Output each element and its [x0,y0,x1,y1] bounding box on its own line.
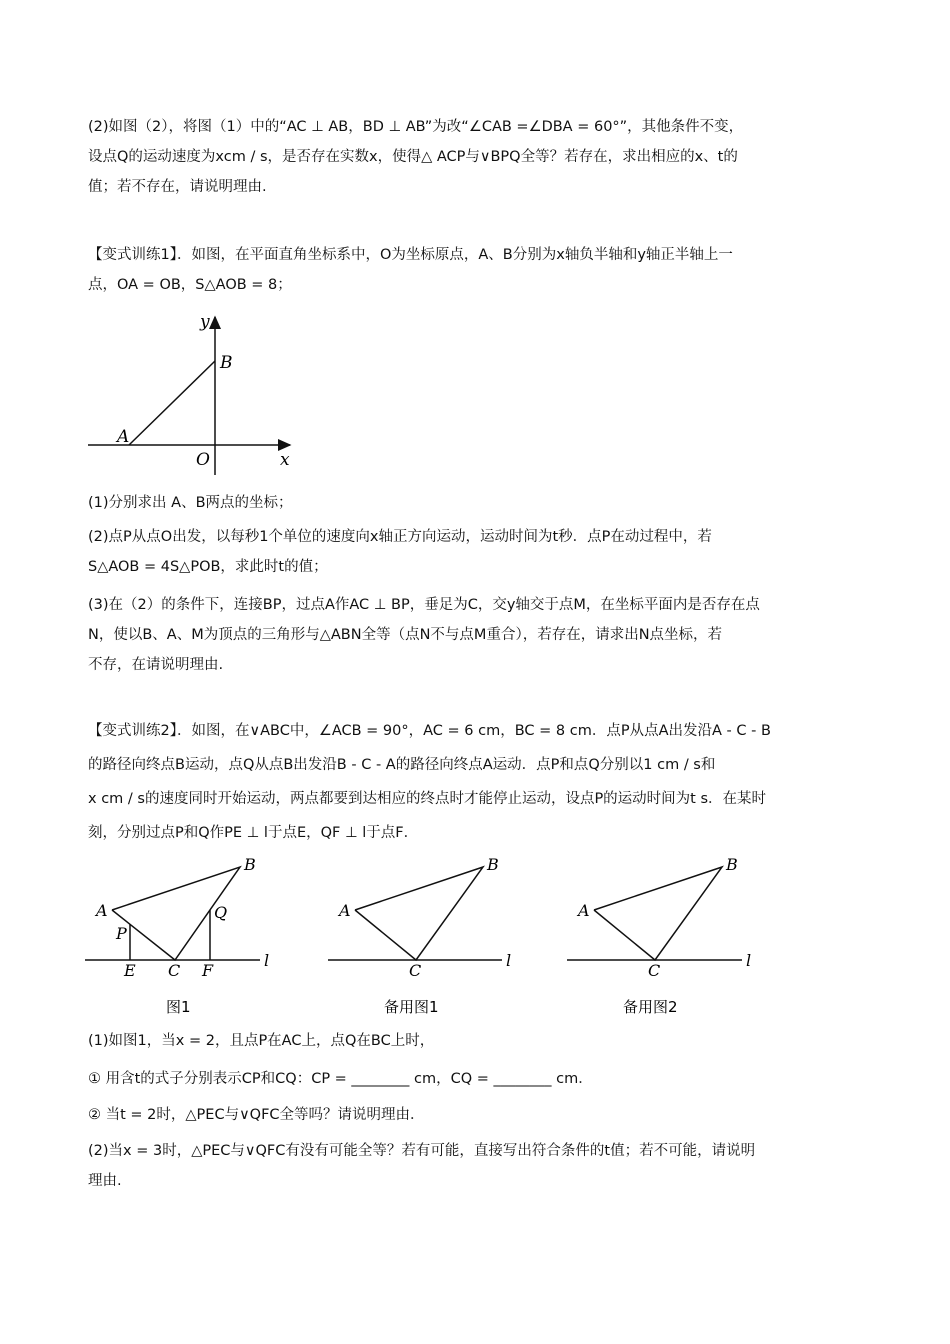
triangle-ABC-2 [355,867,483,960]
variant-1-line-1: 【变式训练1】．如图，在平面直角坐标系中，O为坐标原点，A、B分别为x轴负半轴和y轴正半轴上一 [88,247,733,263]
label-O: O [196,450,210,470]
fig1-label-F: F [202,961,214,980]
variant-1-q3-line-1: (3)在（2）的条件下，连接BP，过点A作AC ⊥ BP，垂足为C，交y轴交于点M，在坐标平面内是否存在点 [88,597,760,613]
variant-1-q2-line-1: (2)点P从点O出发，以每秒1个单位的速度向x轴正方向运动，运动时间为t秒．点P在动过程中，若 [88,529,712,545]
segment-AB [129,361,215,445]
variant-2-q1a: ① 用含t的式子分别表示CP和CQ：CP = ________ cm，CQ = ________ cm． [88,1071,593,1087]
label-x: x [280,450,290,470]
variant-2-line-2: 的路径向终点B运动，点Q从点B出发沿B - C - A的路径向终点A运动．点P和点Q分别以1 cm / s和 [88,757,716,773]
variant-1-q3-line-2: N，使以B、A、M为顶点的三角形与△ABN全等（点N不与点M重合），若存在，请求出N点坐标，若 [88,627,723,643]
spare-figure-1 [328,855,511,1016]
fig2-label-B: B [487,855,499,874]
caption-spare-1: 备用图1 [384,998,439,1016]
fig1-label-B: B [244,855,256,874]
fig1-label-A: A [96,901,108,920]
fig2-label-A: A [339,901,351,920]
variant-2-q1: (1)如图1，当x = 2，且点P在AC上，点Q在BC上时， [88,1033,435,1049]
fig1-label-l: l [264,951,270,970]
fig3-label-A: A [578,901,590,920]
fig2-label-C: C [409,961,422,980]
variant-1-questions [88,488,868,680]
spare-figure-2 [567,855,751,1016]
variant-2-q1b: ② 当t = 2时，△PEC与∨QFC全等吗？请说明理由． [88,1107,425,1123]
variant-2-questions [88,1026,868,1196]
fig3-label-l: l [746,951,752,970]
variant-1-line-2: 点，OA = OB，S△AOB = 8； [88,277,292,293]
variant-1-intro [88,240,868,300]
caption-figure-1: 图1 [166,998,191,1016]
variant-2-line-1: 【变式训练2】．如图，在∨ABC中，∠ACB = 90°，AC = 6 cm，BC = 8 cm．点P从点A出发沿A - C - B [88,723,771,739]
variant-1-q1: (1)分别求出 A、B两点的坐标； [88,495,293,511]
label-B: B [220,353,233,373]
figure-1 [85,855,269,1016]
fig3-label-C: C [648,961,661,980]
variant-1-q2-line-2: S△AOB = 4S△POB，求此时t的值； [88,559,328,575]
fig1-label-E: E [124,961,136,980]
fig1-label-Q: Q [214,903,228,922]
label-A: A [117,427,130,447]
fig3-label-B: B [726,855,738,874]
variant-2-q2-line-1: (2)当x = 3时，△PEC与∨QFC有没有可能全等？若有可能，直接写出符合条件的t值；若不可能，请说明 [88,1143,756,1159]
fig2-label-l: l [506,951,512,970]
problem-2-text [88,112,868,202]
caption-spare-2: 备用图2 [623,998,678,1016]
variant-1-q3-line-3: 不存，在请说明理由. [88,657,224,673]
variant-2-intro [88,716,868,848]
problem-2-line-1: (2)如图（2），将图（1）中的“AC ⊥ AB，BD ⊥ AB”为改“∠CAB =∠DBA = 60°”，其他条件不变， [88,119,744,135]
triangle-ABC-3 [594,867,722,960]
coordinate-figure [80,305,310,475]
label-y: y [200,312,210,332]
variant-2-line-3: x cm / s的速度同时开始运动，两点都要到达相应的终点时才能停止运动，设点P的运动时间为t s．在某时 [88,791,767,807]
problem-2-line-3: 值；若不存在，请说明理由. [88,179,267,195]
variant-2-q2-line-2: 理由. [88,1173,122,1189]
triangle-figures [80,850,780,1020]
problem-2-line-2: 设点Q的运动速度为xcm / s，是否存在实数x，使得△ ACP与∨BPQ全等？若存在，求出相应的x、t的 [88,149,738,165]
fig1-label-C: C [168,961,181,980]
fig1-label-P: P [116,924,127,943]
variant-2-line-4: 刻，分别过点P和Q作PE ⊥ l于点E，QF ⊥ l于点F． [88,825,419,841]
